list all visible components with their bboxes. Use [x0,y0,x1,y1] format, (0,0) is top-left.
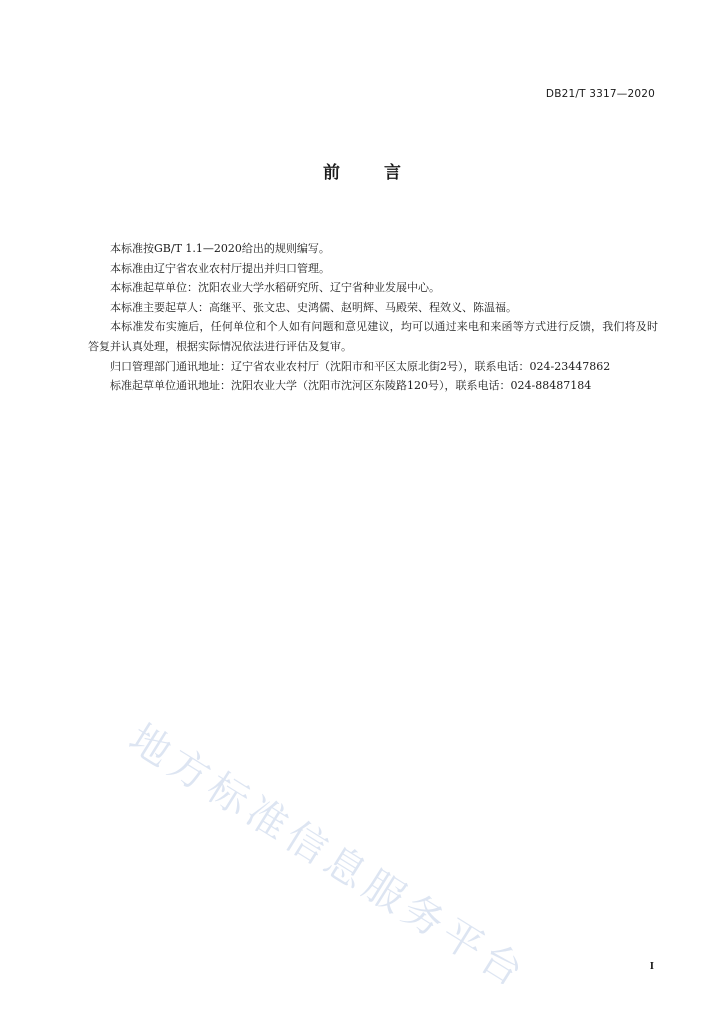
page-number: I [649,960,654,972]
title-char-2: 言 [384,163,401,183]
paragraph-proposer: 本标准由辽宁省农业农村厅提出并归口管理。 [110,261,330,275]
watermark: 地方标准信息服务平台 [120,715,536,999]
foreword-body [88,239,658,396]
paragraph-feedback: 本标准发布实施后，任何单位和个人如有问题和意见建议，均可以通过来电和来函等方式进行反馈，我们将及时答复并认真处理，根据实际情况依法进行评估及复审。 [88,320,658,353]
paragraph-management-address: 归口管理部门通讯地址：辽宁省农业农村厅（沈阳市和平区太原北街2号），联系电话：024-23447862 [110,359,611,373]
title-char-1: 前 [323,163,340,183]
paragraph-drafting-unit-address: 标准起草单位通讯地址：沈阳农业大学（沈阳市沈河区东陵路120号），联系电话：024-88487184 [110,379,592,393]
standard-code: DB21/T 3317—2020 [545,88,655,100]
paragraph-drafting-units: 本标准起草单位：沈阳农业大学水稻研究所、辽宁省种业发展中心。 [110,281,440,295]
paragraph-drafting-rules: 本标准按GB/T 1.1—2020给出的规则编写。 [110,242,330,255]
paragraph-drafters: 本标准主要起草人：高继平、张文忠、史鸿儒、赵明辉、马殿荣、程效义、陈温福。 [110,300,517,314]
page-title [0,158,724,183]
